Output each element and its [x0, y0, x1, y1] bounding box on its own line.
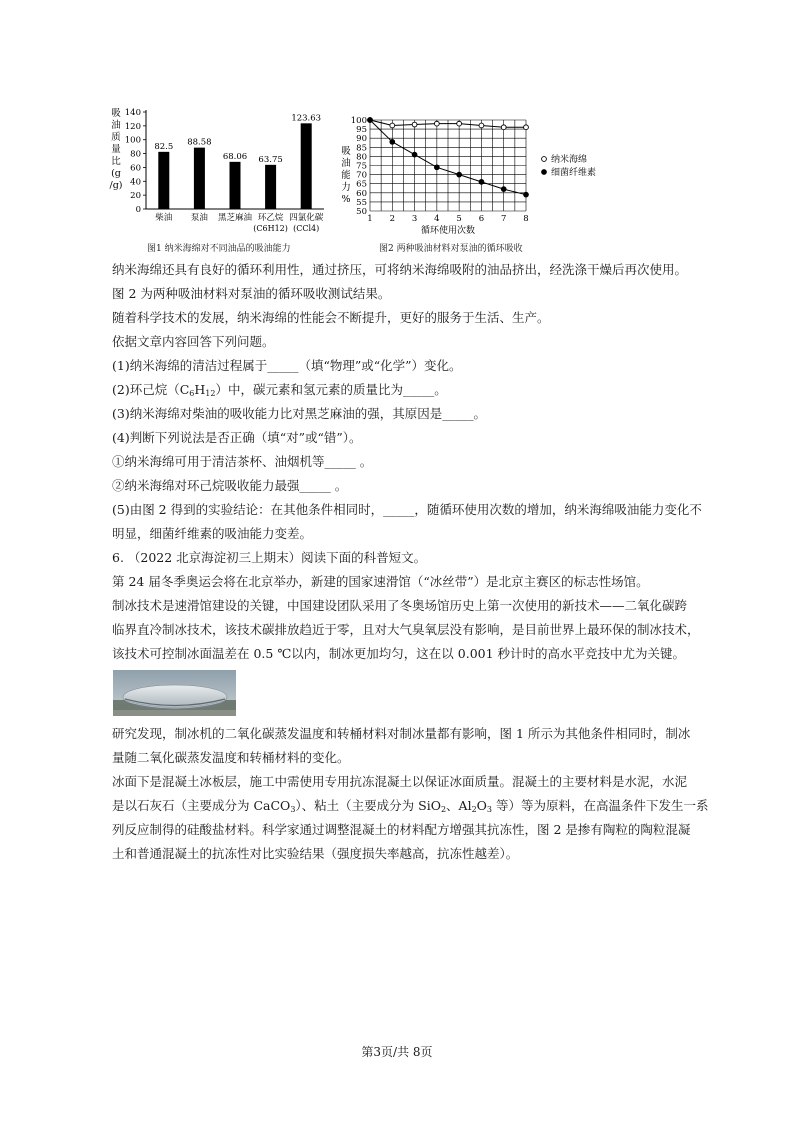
figure2-point-bacterial-cellulose — [368, 118, 373, 123]
figure1-caption: 图1 纳米海绵对不同油品的吸油能力 — [147, 244, 291, 254]
figure1-ytick-label: 100 — [124, 135, 141, 146]
figure2-point-nano-sponge — [457, 121, 462, 126]
figure1-ytick-label: 20 — [130, 191, 141, 202]
figure1-data-label: 82.5 — [154, 141, 174, 152]
figure2-ytick-label: 75 — [356, 161, 367, 172]
figure2-grid — [370, 120, 526, 211]
figure1-category-sublabel: (CCl4) — [293, 224, 320, 233]
figure2-caption: 图2 两种吸油材料对泵油的循环吸收 — [379, 244, 523, 254]
section-6-para2-line1: 制冰技术是速滑馆建设的关键，中国建设团队采用了冬奥场馆历史上第一次使用的新技术——二氧化碳跨 — [112, 598, 688, 613]
figure2-legend-label: 纳米海绵 — [551, 155, 588, 165]
section-6-para4-line3: 列反应制得的硅酸盐材料。科学家通过调整混凝土的材料配方增强其抗冻性，图 2 是掺有陶粒的陶粒混凝 — [112, 822, 691, 837]
figure2-xticks — [367, 214, 528, 224]
figure2-xtick-label: 2 — [389, 214, 395, 224]
figure1-ytick-label: 140 — [124, 108, 141, 118]
figure2-legend-marker — [542, 170, 547, 175]
figure2-legend — [542, 153, 596, 178]
figure2-xtick-label: 8 — [523, 214, 529, 224]
figure2-line-chart — [336, 112, 626, 237]
section-6-para4-line1: 冰面下是混凝土冰板层，施工中需使用专用抗冻混凝土以保证冰面质量。混凝土的主要材料是水泥，水泥 — [112, 774, 688, 789]
figure1-category-label: 环乙烷 — [257, 213, 284, 223]
figure2-ylabel — [341, 146, 351, 205]
figure1-ytick-label: 120 — [124, 121, 141, 132]
figure2-xtick-label: 4 — [434, 214, 440, 224]
figure1-bar — [230, 162, 241, 209]
figure2-point-nano-sponge — [479, 123, 484, 128]
figure2-point-bacterial-cellulose — [434, 165, 439, 170]
figure2-ylabel-char: 能 — [341, 170, 351, 181]
figure2-xtick-label: 7 — [501, 214, 507, 224]
paragraph-recycle-2: 图 2 为两种吸油材料对泵油的循环吸收测试结果。 — [112, 286, 391, 301]
figure2-ytick-label: 70 — [356, 170, 367, 181]
figure2-ytick-label: 65 — [356, 179, 367, 190]
figure2-point-bacterial-cellulose — [457, 172, 462, 177]
figure2-point-bacterial-cellulose — [524, 192, 529, 197]
figure2-ytick-label: 100 — [350, 116, 367, 126]
figure1-ylabel-char: 量 — [111, 144, 121, 155]
figure1-data-label: 68.06 — [222, 151, 248, 162]
figure1-bar — [194, 148, 205, 209]
figure2-ylabel-char: 油 — [341, 158, 351, 169]
figure2-ytick-label: 80 — [356, 152, 367, 163]
figure2-ylabel-char: 吸 — [341, 146, 351, 157]
section-6-para4-line4: 土和普通混凝土的抗冻性对比实验结果（强度损失率越高，抗冻性越差）。 — [112, 846, 519, 861]
section-6-para3-line1: 研究发现，制冰机的二氧化碳蒸发温度和转桶材料对制冰量都有影响，图 1 所示为其他条件相同时，制冰 — [112, 726, 691, 741]
figure1-bars — [154, 113, 321, 209]
figure2-ytick-label: 85 — [356, 143, 367, 154]
figure2-xlabel: 循环使用次数 — [420, 226, 476, 236]
question-4: (4)判断下列说法是否正确（填“对”或“错”）。 — [112, 430, 362, 445]
question-5-line1: (5)由图 2 得到的实验结论：在其他条件相同时，_____，随循环使用次数的增加，纳米海绵吸油能力变化不 — [112, 502, 702, 517]
figure2-xtick-label: 5 — [456, 214, 462, 224]
figure1-category-label: 柴油 — [155, 213, 173, 223]
question-3: (3)纳米海绵对柴油的吸收能力比对黑芝麻油的强，其原因是_____。 — [112, 406, 486, 421]
figure2-point-bacterial-cellulose — [501, 187, 506, 192]
section-6-para3-line2: 量随二氧化碳蒸发温度和转桶材料的变化。 — [112, 750, 350, 765]
section-6-para2-line2: 临界直冷制冰技术，该技术碳排放趋近于零，且对大气臭氧层没有影响，是目前世界上最环保的制冰技术， — [112, 622, 700, 637]
figure1-ytick-label: 60 — [130, 163, 141, 174]
figure2-legend-label: 细菌纤维素 — [551, 168, 597, 178]
section-6-heading: 6. （2022 北京海淀初三上期末）阅读下面的科普短文。 — [112, 550, 427, 565]
figure2-point-nano-sponge — [501, 125, 506, 130]
figure1-ylabel-char: 吸 — [111, 108, 121, 119]
figure1-xlabels — [155, 212, 323, 233]
figure2-point-bacterial-cellulose — [479, 179, 484, 184]
figure1-ylabel-char: 油 — [111, 120, 121, 131]
figure1-ylabel — [110, 108, 123, 191]
section-6-para4-line2: 是以石灰石（主要成分为 CaCO$_3$）、粘土（主要成分为 SiO$_2$、$Al_2O_3$ 等）等为原料，在高温条件下发生一系 — [112, 798, 709, 814]
figure2-ylabel-char: 力 — [341, 182, 351, 193]
figure1-category-label: 泵油 — [190, 213, 208, 223]
figure2-ylabel-char: % — [341, 194, 351, 205]
paragraph-future: 随着科学技术的发展，纳米海绵的性能会不断提升，更好的服务于生活、生产。 — [112, 310, 550, 325]
figure2-ytick-label: 95 — [356, 125, 367, 136]
figure2-ytick-label: 50 — [356, 207, 367, 217]
question-1: (1)纳米海绵的清洁过程属于_____（填“物理”或“化学”）变化。 — [112, 358, 462, 373]
paragraph-recycle: 纳米海绵还具有良好的循环利用性，通过挤压，可将纳米海绵吸附的油品挤出，经洗涤干燥后再次使用。 — [112, 262, 688, 277]
figure2-point-bacterial-cellulose — [390, 139, 395, 144]
figure2-point-nano-sponge — [524, 125, 529, 130]
figure1-ylabel-char: 质 — [111, 132, 121, 143]
figure1-category-sublabel: (C6H12) — [253, 224, 288, 233]
figure2-xtick-label: 3 — [411, 214, 418, 224]
figure2-ytick-label: 90 — [356, 134, 367, 145]
figure2-point-nano-sponge — [390, 123, 395, 128]
instruction: 依据文章内容回答下列问题。 — [112, 334, 275, 349]
figure1-ytick-label: 0 — [135, 205, 141, 215]
figure2-point-nano-sponge — [412, 122, 417, 127]
figure2-ytick-label: 55 — [356, 197, 367, 208]
section-6-para2-line3: 该技术可控制冰面温差在 0.5 ℃以内，制冰更加均匀，这在以 0.001 秒计时的高水平竞技中尤为关键。 — [112, 646, 686, 661]
page-footer: 第3页/共 8页 — [361, 1045, 433, 1059]
figure2-legend-marker — [542, 157, 547, 162]
figure1-ylabel-char: 比 — [111, 156, 121, 167]
figure1-ylabel-char: /g) — [109, 180, 123, 191]
figure1-category-label: 四氯化碳 — [289, 213, 324, 223]
figure1-data-label: 63.75 — [258, 154, 283, 165]
figure1-data-label: 88.58 — [187, 137, 212, 148]
figure1-ytick-label: 80 — [130, 149, 141, 160]
figure2-yticks — [351, 116, 367, 217]
figure1-bar — [265, 165, 276, 209]
figure1-bar-chart — [108, 108, 328, 238]
speed-skating-oval-photo — [113, 670, 236, 716]
figure2-point-bacterial-cellulose — [412, 152, 417, 157]
question-4b: ②纳米海绵对环己烷吸收能力最强_____ 。 — [112, 478, 348, 493]
figure2-xtick-label: 1 — [367, 214, 373, 224]
question-2: (2)环己烷$(C_6H_{12})$中，碳元素和氢元素的质量比为_____。 — [112, 382, 447, 398]
figure2-ytick-label: 60 — [356, 188, 367, 199]
question-4a: ①纳米海绵可用于清洁茶杯、油烟机等_____ 。 — [112, 454, 373, 469]
figure1-data-label: 123.63 — [291, 113, 322, 124]
figure1-ylabel-char: (g — [111, 168, 121, 179]
figure2-xtick-label: 6 — [478, 214, 485, 224]
figure1-ytick-label: 40 — [130, 177, 141, 188]
figure2-point-nano-sponge — [434, 121, 439, 126]
question-5-line2: 明显，细菌纤维素的吸油能力变差。 — [112, 526, 313, 541]
figure1-category-label: 黑芝麻油 — [217, 213, 253, 223]
figure1-bar — [158, 152, 169, 209]
figure1-bar — [301, 123, 312, 209]
section-6-intro: 第 24 届冬季奥运会将在北京举办，新建的国家速滑馆（“冰丝带”）是北京主赛区的标志性场馆。 — [112, 574, 649, 589]
